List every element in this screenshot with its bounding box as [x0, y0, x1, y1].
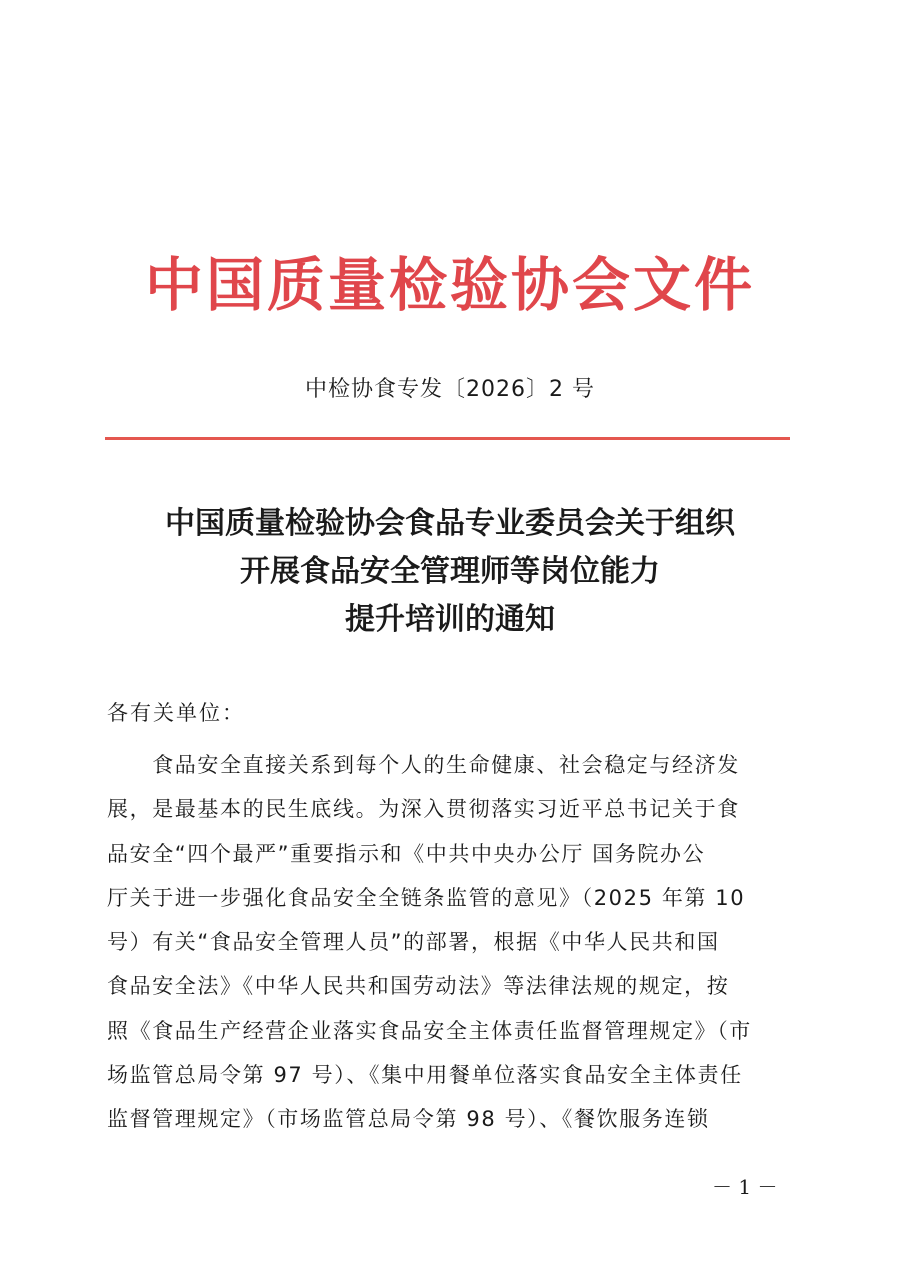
body-line: 展，是最基本的民生底线。为深入贯彻落实习近平总书记关于食 — [107, 797, 740, 822]
salutation: 各有关单位： — [107, 701, 245, 725]
body-line: 监督管理规定》（市场监管总局令第 98 号）、《餐饮服务连锁 — [107, 1107, 710, 1132]
body-line: 食品安全法》《中华人民共和国劳动法》等法律法规的规定，按 — [107, 974, 730, 999]
body-line: 厅关于进一步强化食品安全全链条监管的意见》（2025 年第 10 — [107, 885, 746, 910]
body-line: 食品安全直接关系到每个人的生命健康、社会稳定与经济发 — [107, 753, 740, 777]
notice-title — [0, 500, 900, 644]
notice-title-line: 开展食品安全管理师等岗位能力 — [240, 554, 660, 589]
body-line: 场监管总局令第 97 号）、《集中用餐单位落实食品安全主体责任 — [107, 1063, 743, 1088]
body-line: 品安全“四个最严”重要指示和《中共中央办公厅 国务院办公 — [107, 841, 706, 866]
document-number: 中检协食专发〔2026〕2 号 — [305, 377, 595, 402]
page-number: － 1 － — [712, 1175, 778, 1199]
body-line: 照《食品生产经营企业落实食品安全主体责任监督管理规定》（市 — [107, 1018, 752, 1043]
masthead-title: 中国质量检验协会文件 — [144, 251, 755, 319]
red-divider-rule — [105, 437, 790, 440]
body-paragraph — [107, 743, 797, 1142]
body-line: 号）有关“食品安全管理人员”的部署，根据《中华人民共和国 — [107, 930, 720, 955]
notice-title-line: 提升培训的通知 — [345, 602, 555, 637]
notice-title-line: 中国质量检验协会食品专业委员会关于组织 — [165, 506, 735, 541]
